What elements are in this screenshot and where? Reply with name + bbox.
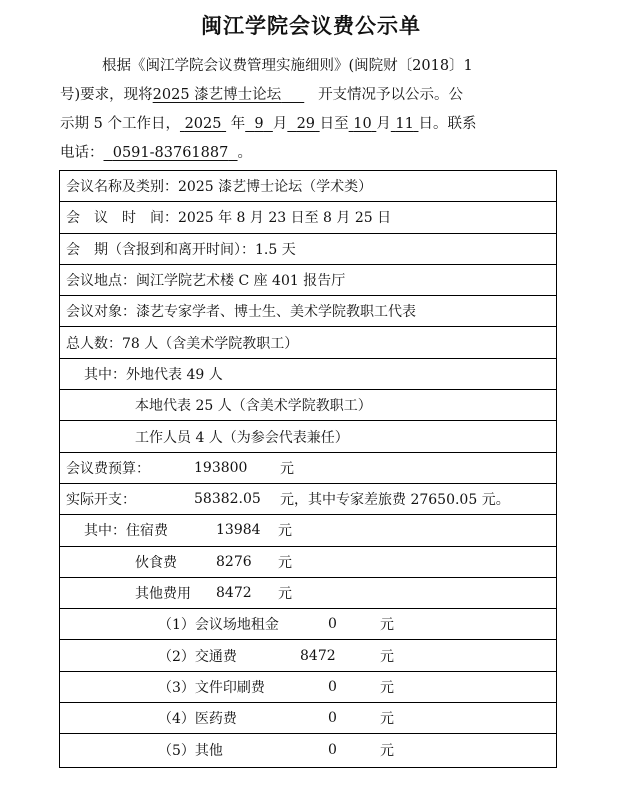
lodging-value: 13984 [216, 522, 261, 539]
row-total-people: 总人数：78 人（含美术学院教职工） [60, 327, 556, 358]
intro-line3-suffix: 日。联系 [418, 116, 477, 132]
lodging-unit: 元 [278, 523, 292, 540]
start-month-fill: 9 [254, 116, 264, 132]
page-title: 闽江学院会议费公示单 [201, 14, 421, 38]
actual-label: 实际开支： [66, 492, 136, 509]
intro-line2-prefix: 号)要求，现将 [60, 87, 153, 103]
row-staff: 工作人员 4 人（为参会代表兼任） [60, 421, 556, 452]
intro-line-3 [60, 110, 558, 139]
row-venue-rent [60, 609, 556, 640]
row-actual [60, 484, 556, 515]
to-label: 日至 [319, 116, 349, 132]
actual-value: 58382.05 [194, 491, 261, 508]
end-day-fill: 11 [395, 116, 414, 132]
row-food [60, 547, 556, 578]
venue-value: 0 [328, 616, 337, 633]
row-medical [60, 703, 556, 734]
row-budget [60, 453, 556, 484]
misc-unit: 元 [380, 742, 394, 759]
intro-line2-suffix: 开支情况予以公示。公 [318, 87, 464, 103]
meeting-name-pad [281, 87, 304, 103]
end-month-fill: 10 [353, 116, 372, 132]
row-meeting-period: 会 期（含报到和离开时间）：1.5 天 [60, 234, 556, 265]
row-other-costs [60, 578, 556, 609]
row-meeting-name: 会议名称及类别：2025 漆艺博士论坛（学术类） [60, 171, 556, 202]
transport-value: 8472 [300, 647, 336, 664]
row-printing [60, 672, 556, 703]
month-label: 月 [272, 116, 288, 132]
misc-label: （5）其他 [158, 742, 223, 759]
budget-value: 193800 [194, 459, 248, 476]
intro-line-4 [60, 139, 558, 168]
row-meeting-time: 会 议 时 间：2025 年 8 月 23 日至 8 月 25 日 [60, 202, 556, 233]
year-label: 年 [230, 116, 246, 132]
medical-value: 0 [328, 710, 337, 727]
transport-unit: 元 [380, 648, 394, 665]
venue-label: （1）会议场地租金 [158, 617, 279, 634]
medical-label: （4）医药费 [158, 711, 237, 728]
medical-unit: 元 [380, 711, 394, 728]
phone-label: 电话： [60, 145, 104, 161]
lodging-label: 其中：住宿费 [84, 523, 168, 540]
year-fill: 2025 [184, 116, 222, 132]
budget-label: 会议费预算： [66, 460, 150, 477]
meeting-name-fill: 2025 漆艺博士论坛 [152, 87, 282, 103]
start-day-fill: 29 [296, 116, 316, 132]
row-local-delegates: 本地代表 25 人（含美术学院教职工） [60, 390, 556, 421]
food-label: 伙食费 [135, 554, 177, 571]
intro-line-2 [60, 81, 558, 110]
intro-line3-prefix: 示期 5 个工作日， [60, 116, 180, 132]
other-unit: 元 [278, 586, 292, 602]
row-transport [60, 640, 556, 671]
row-misc [60, 734, 556, 765]
venue-unit: 元 [380, 617, 394, 634]
intro-line-1: 根据《闽江学院会议费管理实施细则》(闽院财〔2018〕1 [102, 58, 473, 74]
row-lodging [60, 515, 556, 546]
phone-end: 。 [237, 145, 253, 161]
other-label: 其他费用 [135, 586, 191, 602]
food-value: 8276 [216, 553, 252, 570]
phone-fill: 0591-83761887 [112, 145, 229, 161]
print-unit: 元 [380, 679, 394, 696]
other-value: 8472 [216, 585, 252, 601]
print-label: （3）文件印刷费 [158, 679, 265, 696]
print-value: 0 [328, 678, 337, 695]
transport-label: （2）交通费 [158, 648, 237, 665]
row-meeting-location: 会议地点：闽江学院艺术楼 C 座 401 报告厅 [60, 265, 556, 296]
food-unit: 元 [278, 554, 292, 571]
row-meeting-audience: 会议对象：漆艺专家学者、博士生、美术学院教职工代表 [60, 296, 556, 327]
budget-unit: 元 [280, 460, 294, 477]
misc-value: 0 [328, 741, 337, 758]
meeting-cost-table [59, 170, 557, 768]
actual-rest: 元，其中专家差旅费 27650.05 元。 [280, 492, 510, 509]
intro-paragraph [60, 52, 558, 168]
month-label-2: 月 [376, 116, 391, 132]
row-outside-delegates: 其中：外地代表 49 人 [60, 359, 556, 390]
